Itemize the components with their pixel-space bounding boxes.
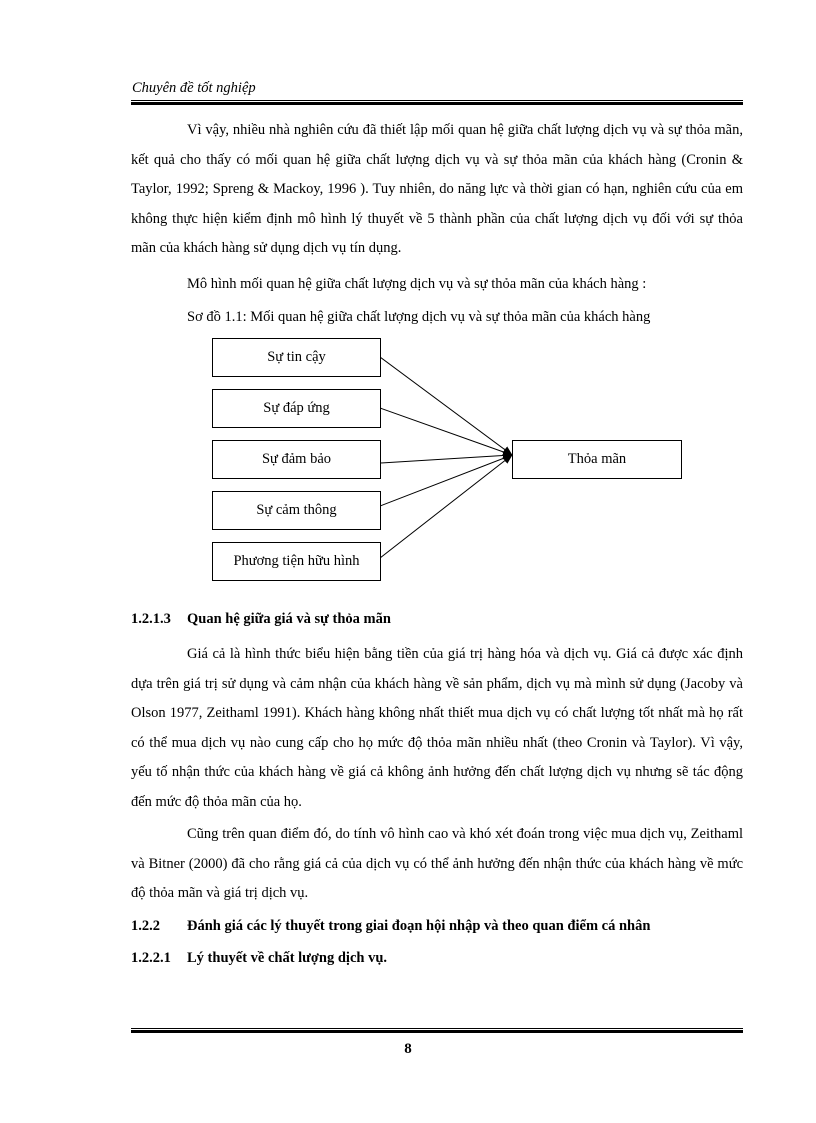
factor-box-responsiveness: Sự đáp ứng <box>212 389 381 428</box>
model-intro-text: Mô hình mối quan hệ giữa chất lượng dịch vụ và sự thỏa mãn của khách hàng : <box>187 276 647 292</box>
paragraph-service-quality-satisfaction: Vì vậy, nhiều nhà nghiên cứu đã thiết lập mối quan hệ giữa chất lượng dịch vụ và sự thỏa mãn, kết quả cho thấy có mối quan hệ giữa chất lượng dịch vụ và sự thỏa mãn của khách hàng (Cronin & Taylor, 1992; Spreng & Mackoy, 1996 ). Tuy nhiên, do năng lực và thời gian có hạn, nghiên cứu của em không thực hiện kiểm định mô hình lý thuyết về 5 thành phần của chất lượng dịch vụ đối với sự thỏa mãn của khách hàng sử dụng dịch vụ tín dụng. <box>131 122 743 256</box>
arrow-line <box>380 357 512 455</box>
section-title: Lý thuyết về chất lượng dịch vụ. <box>187 950 388 966</box>
page-header-title: Chuyên đề tốt nghiệp <box>132 80 256 96</box>
footer-rule <box>131 1028 743 1033</box>
arrow-line <box>380 455 512 506</box>
diagram-caption: Sơ đồ 1.1: Mối quan hệ giữa chất lượng dịch vụ và sự thỏa mãn của khách hàng <box>187 309 651 325</box>
factor-box-assurance: Sự đảm bảo <box>212 440 381 479</box>
section-heading-1-2-1-3 <box>131 611 391 628</box>
paragraph-zeithaml-bitner: Cũng trên quan điểm đó, do tính vô hình cao và khó xét đoán trong việc mua dịch vụ, Zeithaml và Bitner (2000) đã cho rằng giá cả của dịch vụ có thể ảnh hưởng đến nhận thức của khách hàng về mức độ thỏa mãn và giá trị dịch vụ. <box>131 826 743 901</box>
section-number: 1.2.1.3 <box>131 611 171 627</box>
paragraph-price-definition: Giá cả là hình thức biểu hiện bằng tiền của giá trị hàng hóa và dịch vụ. Giá cả được xác định dựa trên giá trị sử dụng và cảm nhận của khách hàng về sản phẩm, dịch vụ mà mình sử dụng (Jacoby và Olson 1977, Zeithaml 1991). Khách hàng không nhất thiết mua dịch vụ có chất lượng tốt nhất mà họ rất có thể mua dịch vụ nào cung cấp cho họ mức độ thỏa mãn nhiều nhất (theo Cronin và Taylor). Vì vậy, yếu tố nhận thức của khách hàng về giá cả không ảnh hưởng đến chất lượng dịch vụ nhưng sẽ tác động đến mức độ thỏa mãn của họ. <box>131 646 743 810</box>
section-number: 1.2.2.1 <box>131 950 171 966</box>
section-heading-1-2-2-1 <box>131 950 387 967</box>
arrow-line <box>380 455 512 558</box>
section-number: 1.2.2 <box>131 918 160 934</box>
factor-box-empathy: Sự cảm thông <box>212 491 381 530</box>
section-heading-1-2-2 <box>131 918 650 935</box>
section-title: Đánh giá các lý thuyết trong giai đoạn hội nhập và theo quan điểm cá nhân <box>187 918 651 934</box>
factor-box-tangibles: Phương tiện hữu hình <box>212 542 381 581</box>
arrow-line <box>380 455 512 463</box>
section-title: Quan hệ giữa giá và sự thỏa mãn <box>187 611 391 627</box>
arrow-line <box>380 408 512 455</box>
page-number: 8 <box>404 1041 412 1057</box>
outcome-box-satisfaction: Thỏa mãn <box>512 440 682 479</box>
factor-box-reliability: Sự tin cậy <box>212 338 381 377</box>
